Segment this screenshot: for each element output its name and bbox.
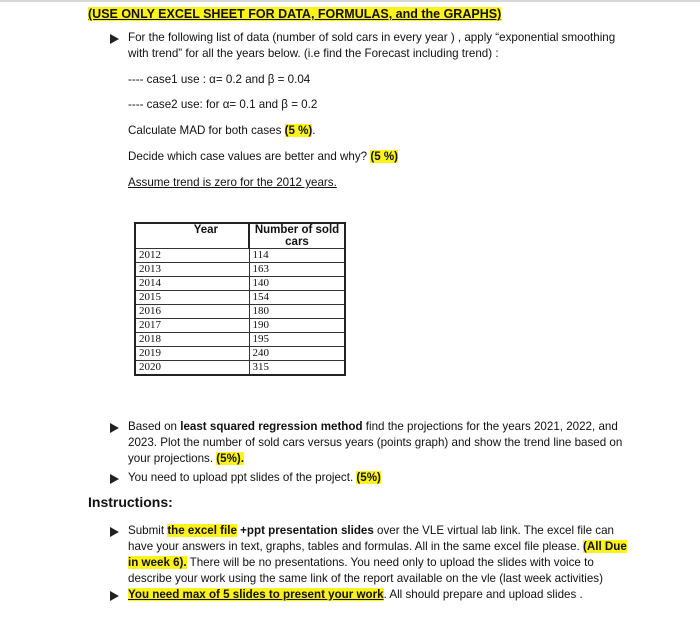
slides-line	[128, 587, 583, 603]
ppt-text: You need to upload ppt slides of the project.	[128, 471, 357, 484]
sold-cars-table	[134, 222, 346, 376]
table-row	[135, 263, 345, 277]
intro-line-1: For the following list of data (number of sold cars in every year ) , apply “exponential smoothing	[128, 31, 616, 44]
sold-cars-cell: 195	[249, 333, 345, 347]
table-header-row	[135, 223, 345, 249]
year-cell: 2019	[135, 347, 249, 361]
year-cell: 2018	[135, 333, 249, 347]
mad-text: Calculate MAD for both cases	[128, 124, 285, 137]
regression-percent: (5%).	[216, 452, 244, 465]
submit-ppt: +ppt presentation slides	[236, 524, 374, 537]
arrow-bullet-icon	[110, 34, 119, 44]
regression-line-2: 2023. Plot the number of sold cars versus years (points graph) and show the trend line based on	[128, 436, 623, 449]
arrow-bullet-icon	[110, 527, 119, 537]
year-cell: 2012	[135, 249, 249, 263]
table-row	[135, 361, 345, 376]
mad-line	[128, 123, 316, 139]
case1-line: ---- case1 use : α= 0.2 and β = 0.04	[128, 73, 311, 86]
instructions-heading: Instructions:	[88, 494, 173, 510]
ppt-percent: (5%)	[356, 471, 381, 484]
submit-text-b: over the VLE virtual lab link. The excel file can	[373, 524, 614, 537]
sold-cars-cell: 114	[249, 249, 345, 263]
sold-cars-cell: 140	[249, 277, 345, 291]
submit-text-d: There will be no presentations. You need only to upload the slides with voice to	[186, 556, 594, 569]
table-row	[135, 319, 345, 333]
table-row	[135, 277, 345, 291]
year-cell: 2014	[135, 277, 249, 291]
year-cell: 2013	[135, 263, 249, 277]
document-header: (USE ONLY EXCEL SHEET FOR DATA, FORMULAS, and the GRAPHS)	[88, 7, 502, 21]
submit-due-a: (All Due	[582, 540, 627, 553]
year-cell: 2015	[135, 291, 249, 305]
mad-percent: (5 %)	[284, 124, 313, 137]
ppt-line	[128, 470, 381, 486]
arrow-bullet-icon	[110, 474, 119, 484]
sold-cars-cell: 154	[249, 291, 345, 305]
regression-text-b: find the projections for the years 2021, 2022, and	[362, 420, 618, 433]
submit-text-a: Submit	[128, 524, 168, 537]
table-row	[135, 347, 345, 361]
year-cell: 2017	[135, 319, 249, 333]
case2-line: ---- case2 use: for α= 0.1 and β = 0.2	[128, 98, 318, 111]
sold-cars-cell: 240	[249, 347, 345, 361]
table-row	[135, 305, 345, 319]
mad-tail: .	[312, 124, 316, 137]
regression-line-3	[128, 451, 244, 467]
header-year: Year	[135, 223, 249, 249]
slides-max: You need max of 5 slides to present your work	[128, 588, 384, 601]
submit-due-b: in week 6).	[128, 556, 187, 569]
arrow-bullet-icon	[110, 591, 119, 601]
decide-line	[128, 149, 398, 165]
sold-cars-cell: 163	[249, 263, 345, 277]
submit-text-c: have your answers in text, graphs, tables and formulas. All in the same excel file please.	[128, 540, 583, 553]
sold-cars-cell: 190	[249, 319, 345, 333]
arrow-bullet-icon	[110, 423, 119, 433]
regression-text-a: Based on	[128, 420, 181, 433]
regression-method: least squared regression method	[180, 420, 363, 433]
table-row	[135, 333, 345, 347]
intro-line-2: with trend” for all the years below. (i.e find the Forecast including trend) :	[128, 47, 499, 60]
sold-cars-cell: 180	[249, 305, 345, 319]
year-cell: 2020	[135, 361, 249, 376]
top-border	[0, 0, 700, 2]
assume-line: Assume trend is zero for the 2012 years.	[128, 176, 337, 189]
submit-excel-file: the excel file	[167, 524, 237, 537]
regression-text-c: your projections.	[128, 452, 217, 465]
submit-line-1	[128, 523, 614, 539]
decide-percent: (5 %)	[370, 150, 399, 163]
submit-line-2	[128, 539, 627, 555]
header-number-sold: Number of sold cars	[254, 224, 340, 248]
year-cell: 2016	[135, 305, 249, 319]
regression-line-1	[128, 419, 618, 435]
table-row	[135, 291, 345, 305]
submit-line-3	[128, 555, 594, 571]
sold-cars-cell: 315	[249, 361, 345, 376]
decide-text: Decide which case values are better and why?	[128, 150, 371, 163]
slides-text: . All should prepare and upload slides .	[383, 588, 583, 601]
submit-line-4: describe your work using the same link of the report available on the vle (last week activities)	[128, 572, 603, 585]
table-row	[135, 249, 345, 263]
